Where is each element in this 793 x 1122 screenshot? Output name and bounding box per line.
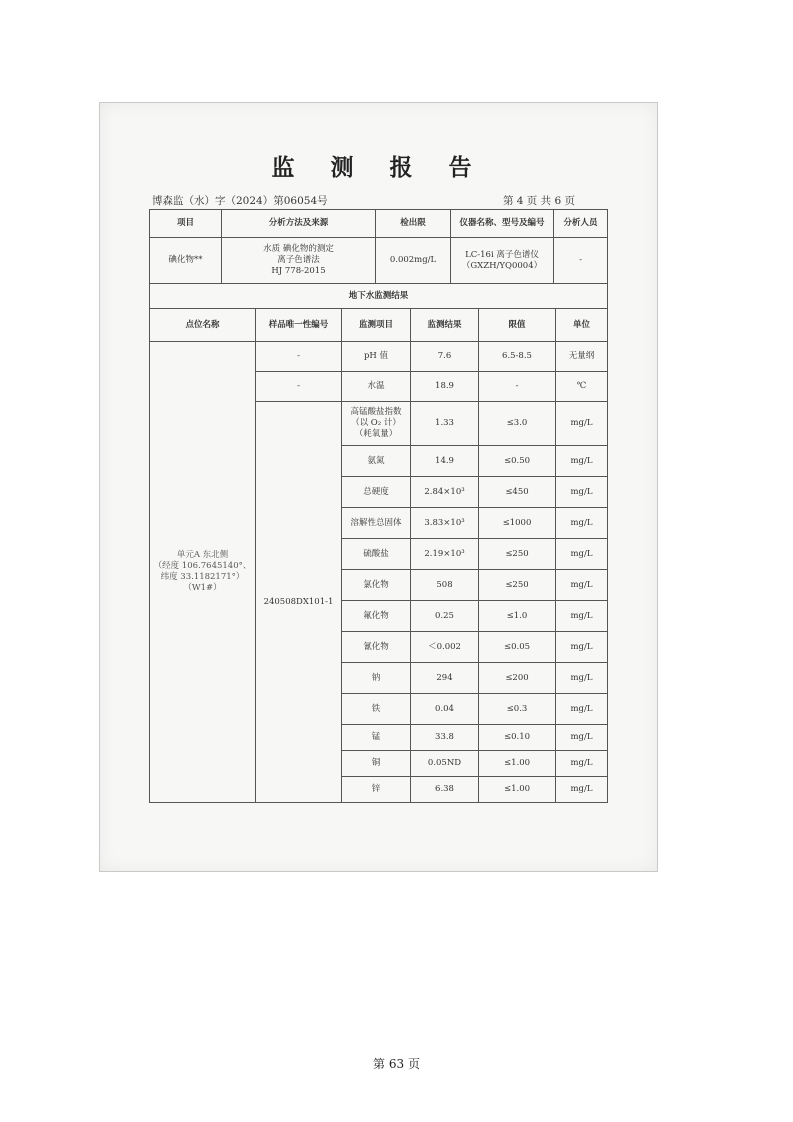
results-table — [149, 283, 608, 803]
unit-cell: mg/L — [556, 477, 608, 508]
instrument-line-2: （GXZH/YQ0004） — [461, 260, 543, 271]
header-sample-id: 样品唯一性编号 — [256, 309, 342, 342]
location-cell — [150, 342, 256, 803]
header-location: 点位名称 — [150, 309, 256, 342]
item-cell: pH 值 — [342, 342, 411, 372]
result-cell: 2.84×10³ — [411, 477, 479, 508]
unit-cell: mg/L — [556, 751, 608, 777]
result-cell: 0.25 — [411, 601, 479, 632]
page-number: 第 63 页 — [373, 1057, 420, 1071]
method-instrument — [451, 238, 554, 284]
location-line-4: （W1#） — [183, 583, 222, 593]
limit-cell: ≤0.10 — [479, 725, 556, 751]
item-cell: 氨氮 — [342, 446, 411, 477]
item-line-1: 高锰酸盐指数 — [350, 407, 402, 417]
method-header-analyst: 分析人员 — [554, 210, 608, 238]
method-analyst: - — [554, 238, 608, 284]
item-cell: 铜 — [342, 751, 411, 777]
item-cell: 氰化物 — [342, 632, 411, 663]
result-cell: 508 — [411, 570, 479, 601]
header-item: 监测项目 — [342, 309, 411, 342]
results-section-row — [150, 284, 608, 309]
report-title: 监 测 报 告 — [271, 154, 486, 181]
item-cell: 氯化物 — [342, 570, 411, 601]
page-info: 第 4 页 共 6 页 — [502, 195, 575, 207]
limit-cell: ≤1.00 — [479, 751, 556, 777]
report-number: 博森监（水）字（2024）第06054号 — [152, 195, 328, 207]
location-line-3: 纬度 33.1182171°） — [160, 572, 245, 582]
unit-cell: mg/L — [556, 694, 608, 725]
method-header-instrument: 仪器名称、型号及编号 — [451, 210, 554, 238]
unit-cell: 无量纲 — [556, 342, 608, 372]
limit-cell: ≤200 — [479, 663, 556, 694]
method-row — [150, 238, 608, 284]
result-cell: 6.38 — [411, 777, 479, 803]
header-limit: 限值 — [479, 309, 556, 342]
results-header-row — [150, 309, 608, 342]
method-source — [222, 238, 376, 284]
unit-cell: ℃ — [556, 372, 608, 402]
limit-cell: ≤0.50 — [479, 446, 556, 477]
header-unit: 单位 — [556, 309, 608, 342]
item-cell: 铁 — [342, 694, 411, 725]
unit-cell: mg/L — [556, 446, 608, 477]
limit-cell: - — [479, 372, 556, 402]
item-cell: 水温 — [342, 372, 411, 402]
item-cell: 硫酸盐 — [342, 539, 411, 570]
limit-cell: ≤1000 — [479, 508, 556, 539]
limit-cell: ≤250 — [479, 570, 556, 601]
unit-cell: mg/L — [556, 777, 608, 803]
sample-id-main: 240508DX101-1 — [256, 402, 342, 803]
result-cell: 294 — [411, 663, 479, 694]
unit-cell: mg/L — [556, 570, 608, 601]
limit-cell: ≤3.0 — [479, 402, 556, 446]
result-cell: 2.19×10³ — [411, 539, 479, 570]
item-cell: 锰 — [342, 725, 411, 751]
sample-id-cell: - — [256, 342, 342, 372]
limit-cell: 6.5-8.5 — [479, 342, 556, 372]
unit-cell: mg/L — [556, 663, 608, 694]
unit-cell: mg/L — [556, 508, 608, 539]
item-cell: 锌 — [342, 777, 411, 803]
method-table — [149, 209, 608, 284]
result-cell: 33.8 — [411, 725, 479, 751]
result-cell: 1.33 — [411, 402, 479, 446]
result-cell: 0.05ND — [411, 751, 479, 777]
result-cell: 0.04 — [411, 694, 479, 725]
item-cell — [342, 402, 411, 446]
header-result: 监测结果 — [411, 309, 479, 342]
limit-cell: ≤0.05 — [479, 632, 556, 663]
item-cell: 钠 — [342, 663, 411, 694]
table-row — [150, 342, 608, 372]
result-cell: 14.9 — [411, 446, 479, 477]
result-cell: 18.9 — [411, 372, 479, 402]
limit-cell: ≤0.3 — [479, 694, 556, 725]
limit-cell: ≤1.0 — [479, 601, 556, 632]
method-item: 碘化物** — [150, 238, 222, 284]
method-header-method: 分析方法及来源 — [222, 210, 376, 238]
method-header-limit: 检出限 — [376, 210, 451, 238]
results-section-title: 地下水监测结果 — [150, 284, 608, 309]
method-line-3: HJ 778-2015 — [271, 266, 326, 276]
item-line-2: （以 O₂ 计） — [351, 418, 401, 428]
limit-cell: ≤1.00 — [479, 777, 556, 803]
location-line-2: （经度 106.7645140°、 — [153, 561, 252, 571]
method-header-item: 项目 — [150, 210, 222, 238]
location-line-1: 单元A 东北侧 — [176, 550, 229, 560]
method-header-row — [150, 210, 608, 238]
report-sheet — [149, 209, 608, 803]
method-line-2: 离子色谱法 — [277, 255, 320, 265]
unit-cell: mg/L — [556, 632, 608, 663]
limit-cell: ≤450 — [479, 477, 556, 508]
sample-id-cell: - — [256, 372, 342, 402]
item-cell: 总硬度 — [342, 477, 411, 508]
limit-cell: ≤250 — [479, 539, 556, 570]
result-cell: 3.83×10³ — [411, 508, 479, 539]
item-line-3: （耗氧量） — [354, 429, 398, 439]
unit-cell: mg/L — [556, 539, 608, 570]
result-cell: 7.6 — [411, 342, 479, 372]
method-line-1: 水质 碘化物的测定 — [263, 244, 334, 254]
unit-cell: mg/L — [556, 725, 608, 751]
item-cell: 溶解性总固体 — [342, 508, 411, 539]
method-detection-limit: 0.002mg/L — [376, 238, 451, 284]
instrument-line-1: LC-16i 离子色谱仪 — [465, 249, 539, 260]
unit-cell: mg/L — [556, 601, 608, 632]
scanned-page — [99, 102, 658, 872]
unit-cell: mg/L — [556, 402, 608, 446]
item-cell: 氟化物 — [342, 601, 411, 632]
result-cell: ＜0.002 — [411, 632, 479, 663]
